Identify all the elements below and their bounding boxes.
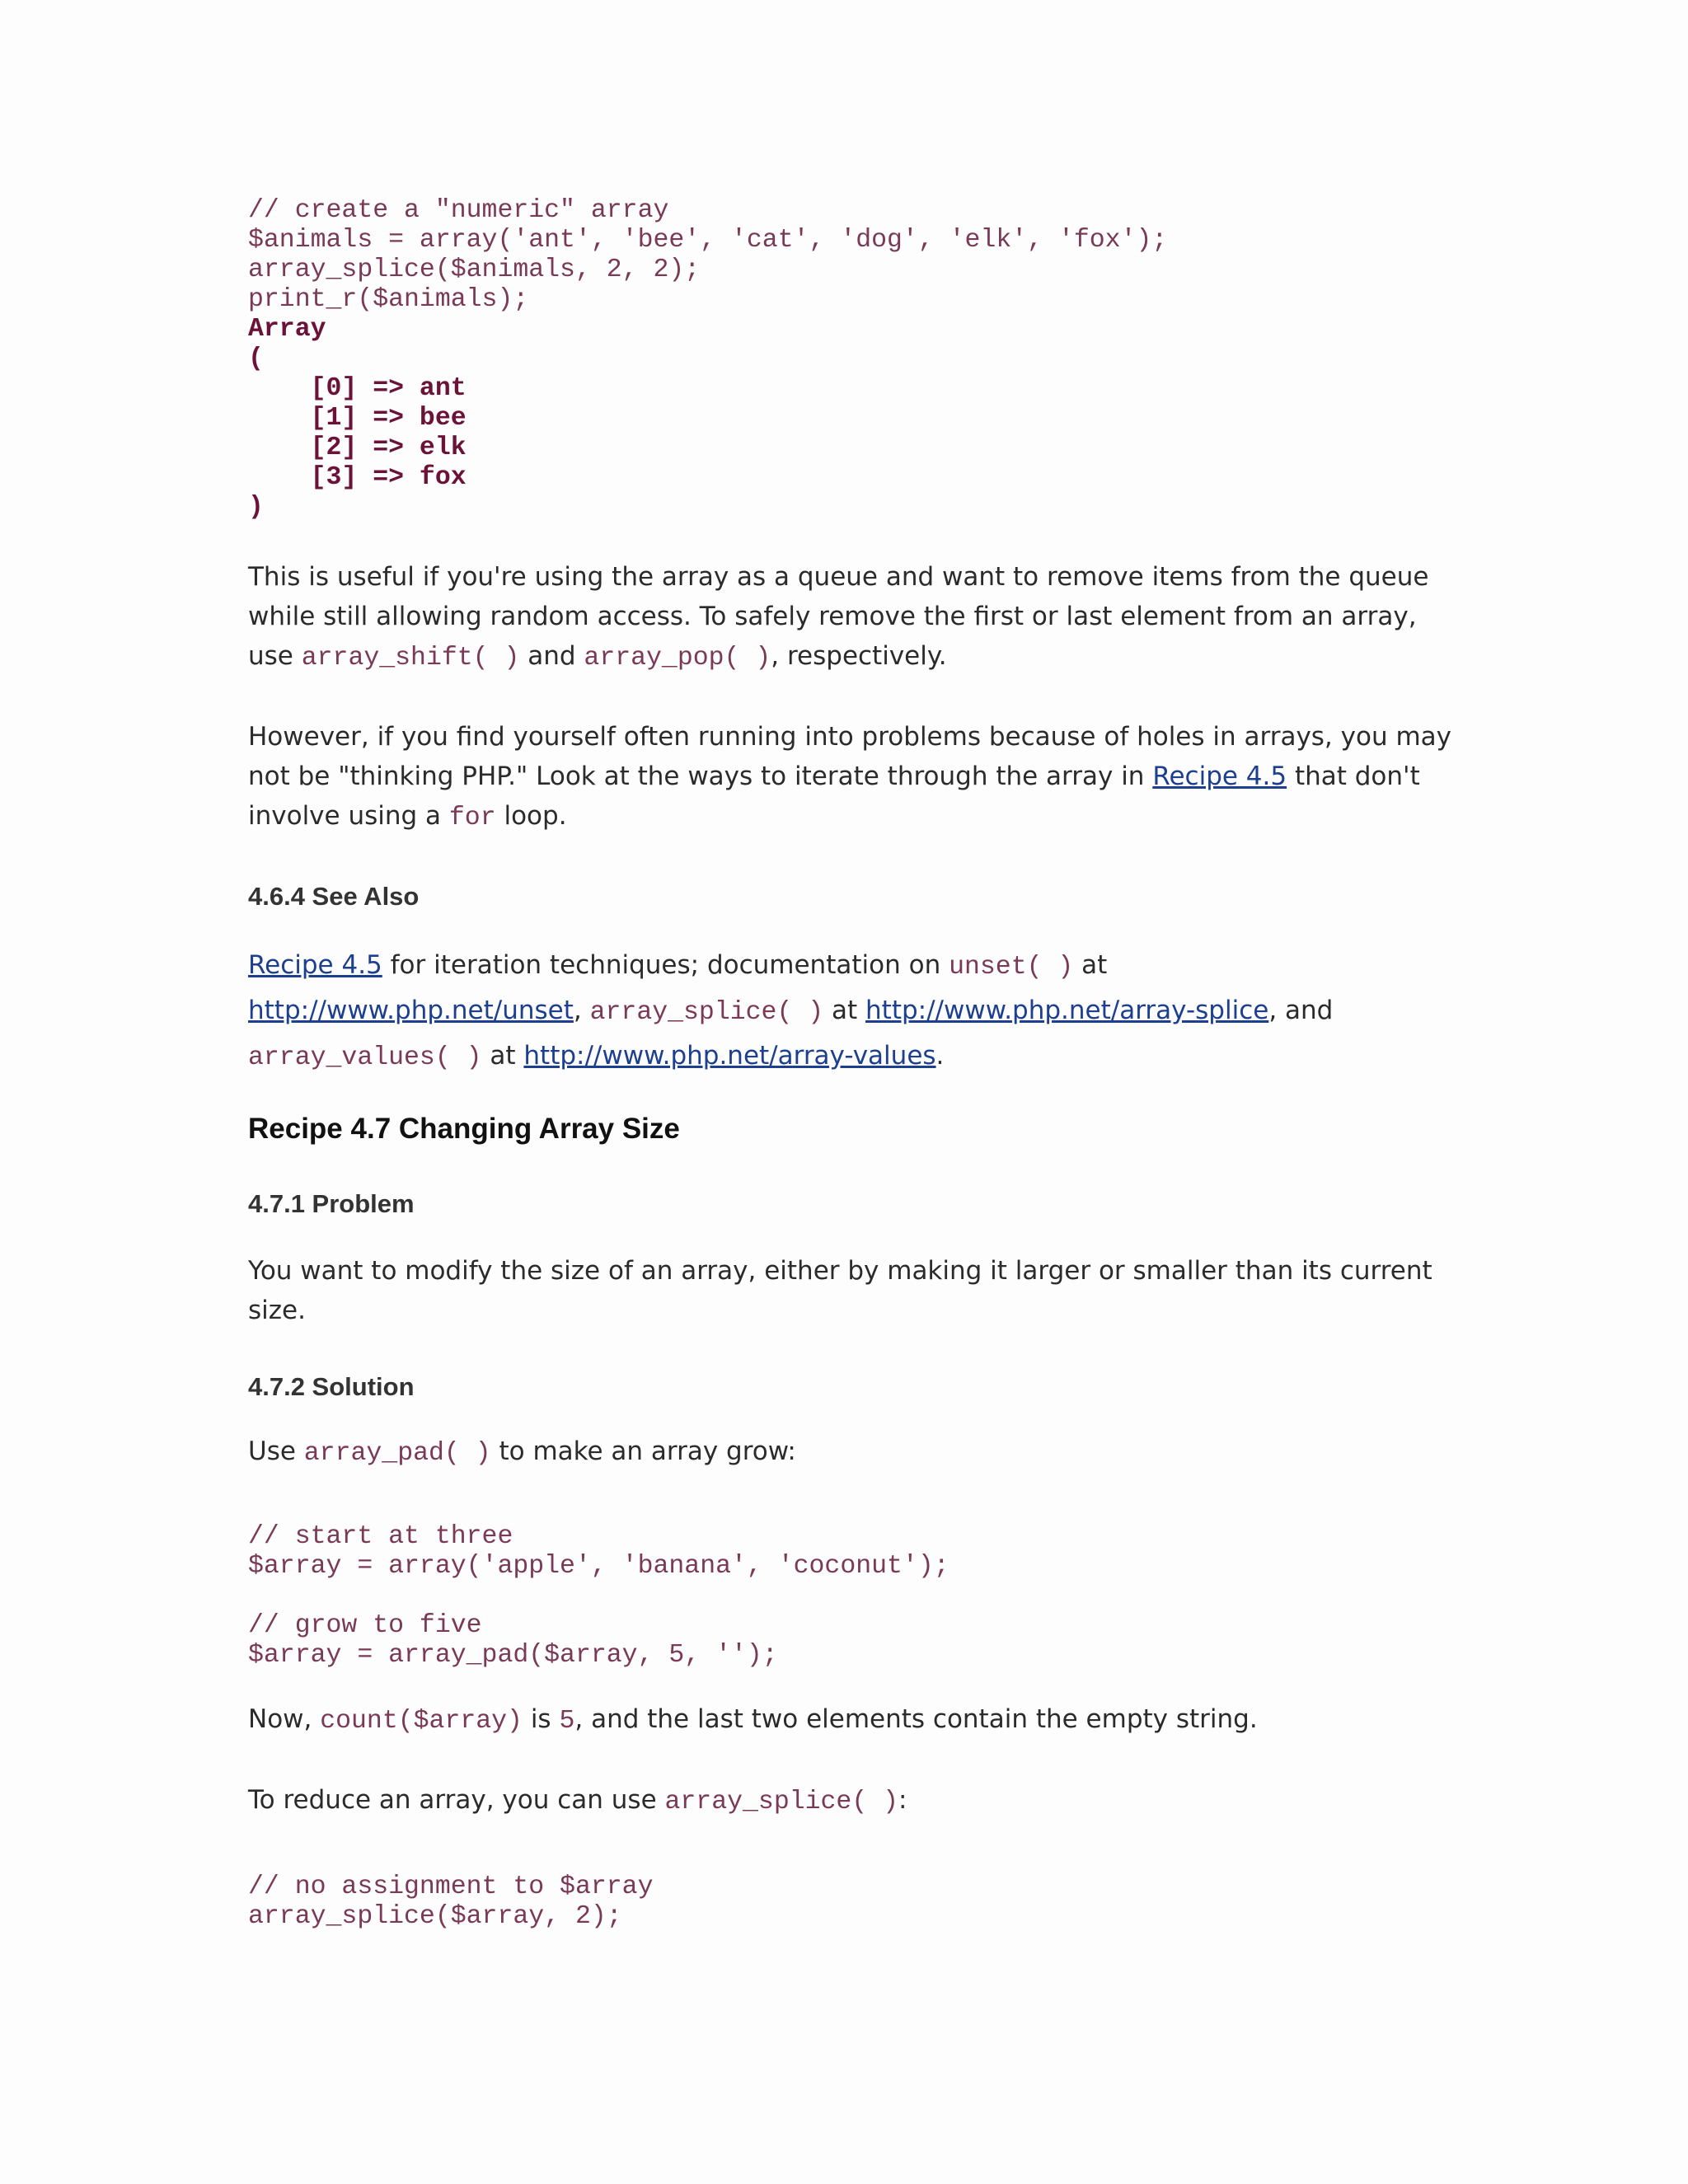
text: is (522, 1704, 560, 1734)
text: , respectively. (771, 641, 947, 671)
recipe-4-5-link[interactable]: Recipe 4.5 (1152, 762, 1287, 791)
see-also-heading: 4.6.4 See Also (248, 882, 420, 911)
inline-code: count($array) (320, 1707, 523, 1736)
code-line: // start at three (248, 1522, 513, 1551)
text: , (573, 996, 590, 1025)
problem-section (248, 1189, 1451, 1219)
output-line: [0] => ant (248, 374, 467, 403)
see-also-section (248, 882, 1451, 912)
output-line: [2] => elk (248, 434, 467, 462)
recipe-title-block (248, 1113, 1451, 1146)
inline-code: 5 (559, 1707, 575, 1736)
text: However, if you find yourself often running into problems because of holes in arrays, you may not be "thinking PHP." Look at the ways to iterate through the array in (248, 722, 1451, 791)
code-line: // no assignment to $array (248, 1872, 654, 1901)
text: to make an array grow: (490, 1436, 796, 1466)
text: To reduce an array, you can use (248, 1785, 665, 1815)
code-block-array-splice-reduce (248, 1872, 1451, 1932)
code-line: print_r($animals); (248, 285, 529, 314)
code-line: // grow to five (248, 1611, 482, 1640)
inline-code: array_shift( ) (301, 644, 520, 673)
problem-paragraph (248, 1251, 1451, 1330)
solution-heading: 4.7.2 Solution (248, 1372, 415, 1401)
inline-code: unset( ) (949, 953, 1074, 982)
paragraph-holes (248, 717, 1451, 838)
see-also-text (248, 944, 1451, 1080)
text: at (823, 996, 866, 1025)
paragraph-count (248, 1699, 1451, 1741)
text: Use (248, 1436, 304, 1466)
array-values-url-link[interactable]: http://www.php.net/array-values (523, 1041, 936, 1071)
output-line: ) (248, 493, 264, 522)
text: Now, (248, 1704, 321, 1734)
paragraph-queue (248, 557, 1451, 678)
code-block-array-pad (248, 1522, 1451, 1671)
text: : (898, 1785, 907, 1815)
output-line: [3] => fox (248, 463, 467, 492)
code-line: array_splice($animals, 2, 2); (248, 255, 701, 284)
code-line: array_splice($array, 2); (248, 1902, 622, 1931)
text: and (519, 641, 584, 671)
inline-code: array_values( ) (248, 1043, 482, 1072)
array-splice-url-link[interactable]: http://www.php.net/array-splice (865, 996, 1269, 1025)
text: , and (1268, 996, 1334, 1025)
text: at (481, 1041, 524, 1071)
inline-code: for (448, 804, 496, 832)
output-line: Array (248, 315, 326, 344)
recipe-title: Recipe 4.7 Changing Array Size (248, 1113, 680, 1145)
inline-code: array_splice( ) (589, 998, 824, 1027)
inline-code: array_splice( ) (664, 1788, 899, 1816)
solution-paragraph (248, 1432, 1451, 1474)
text: This is useful if you're using the array as a queue and want to remove items from the queue while still allowing random access. To safely remove the first or last element from an array, use (248, 562, 1429, 671)
code-line: $animals = array('ant', 'bee', 'cat', 'dog', 'elk', 'fox'); (248, 226, 1168, 255)
solution-section (248, 1372, 1451, 1402)
code-block-array-splice (248, 196, 1451, 523)
inline-code: array_pop( ) (584, 644, 771, 673)
text: that don't involve using a (248, 762, 1420, 831)
text: , and the last two elements contain the empty string. (574, 1704, 1258, 1734)
output-line: ( (248, 344, 264, 373)
text: at (1073, 950, 1108, 980)
code-line: $array = array_pad($array, 5, ''); (248, 1641, 778, 1670)
text: . (935, 1041, 945, 1071)
text: loop. (495, 801, 567, 831)
recipe-4-5-link[interactable]: Recipe 4.5 (248, 950, 382, 980)
paragraph-reduce (248, 1780, 1451, 1822)
problem-heading: 4.7.1 Problem (248, 1189, 415, 1218)
text: for iteration techniques; documentation on (382, 950, 950, 980)
output-line: [1] => bee (248, 404, 467, 433)
inline-code: array_pad( ) (303, 1439, 491, 1468)
code-line: $array = array('apple', 'banana', 'coconut'); (248, 1552, 950, 1581)
unset-url-link[interactable]: http://www.php.net/unset (248, 996, 574, 1025)
code-line: // create a "numeric" array (248, 196, 669, 225)
problem-text: You want to modify the size of an array, either by making it larger or smaller than its current size. (248, 1256, 1432, 1325)
